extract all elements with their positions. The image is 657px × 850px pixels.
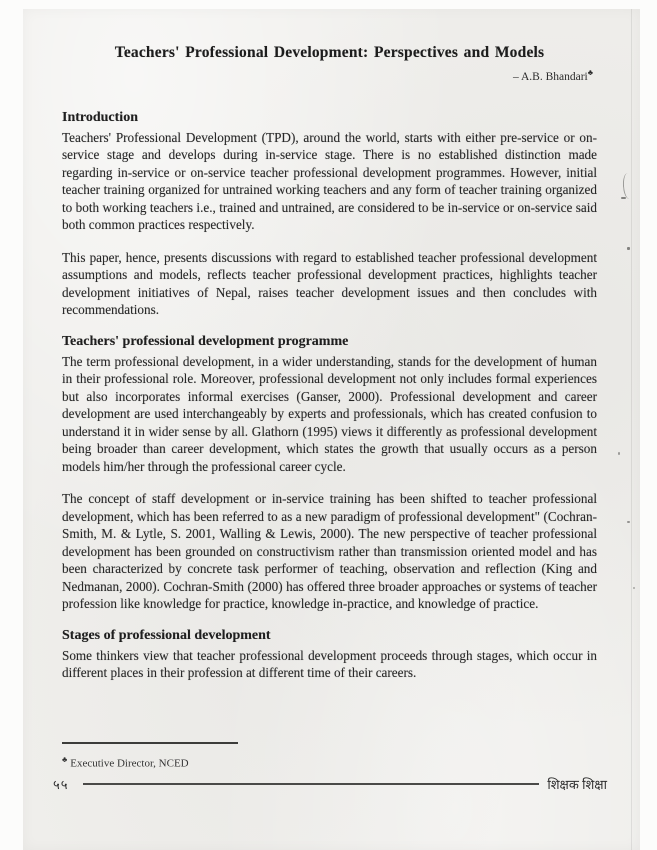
section-heading-stages: Stages of professional development	[62, 627, 271, 643]
footnote-text: Executive Director, NCED	[70, 757, 189, 770]
paragraph-programme-1: The term professional development, in a wider understanding, stands for the development of human in their professional role. Moreover, professional development not only includes formal experiences but also incorporates informal exercises (Ganser, 2000). Professional development and career development are used interchangeably by experts and professionals, which has created confusion to understand it in wider sense by all. Glathorn (1995) views it differently as professional development being broader than career development, which states the growth that usually occurs as a person models him/her through the professional career cycle.	[62, 353, 597, 474]
paragraph-intro-1: Teachers' Professional Development (TPD), around the world, starts with either pre-service or on-service stage and develops during in-service stage. There is no established distinction made regarding in-service or on-service teacher professional development programmes. However, initial teacher training organized for untrained working teachers and any form of teacher training organized to both working teachers i.e., trained and untrained, are considered to be in-service or on-service said both common practices respectively.	[62, 129, 597, 233]
article-title-text: Teachers' Professional Development: Perspectives and Models	[114, 44, 545, 61]
paragraph-programme-2: The concept of staff development or in-service training has been shifted to teacher professional development, which has been referred to as a new paradigm of professional development" (Cochran-Smith, M. & Lytle, S. 2001, Walling & Lewis, 2000). The new perspective of teacher professional development has been grounded on constructivism rather than transmission oriented model and has been characterized by concrete task performer of teaching, observation and reflection (King and Nedmanan, 2000). Cochran-Smith (2000) has offered three broader approaches or systems of teacher profession like knowledge for practice, knowledge in-practice, and knowledge of practice.	[62, 491, 597, 612]
scan-artifact-speck	[633, 587, 635, 589]
footnote-text-line	[62, 753, 238, 771]
scan-artifact-speck	[627, 247, 630, 250]
author-name: – A.B. Bhandari	[513, 70, 588, 83]
scan-artifact-speck	[621, 197, 626, 199]
page-number: ५५	[53, 777, 69, 792]
section-heading-introduction: Introduction	[62, 109, 138, 125]
author-line	[62, 66, 597, 84]
footnote-area	[62, 742, 238, 771]
scan-artifact-speck	[618, 452, 620, 455]
journal-title: शिक्षक शिक्षा	[547, 777, 607, 792]
author-footnote-marker: ♣	[587, 68, 593, 77]
page-footer	[53, 775, 607, 793]
footer-rule	[83, 783, 540, 784]
article-body	[23, 9, 640, 682]
scanned-page	[23, 9, 640, 850]
page-edge-line	[631, 9, 632, 850]
footnote-divider-rule	[62, 742, 238, 744]
section-heading-tpd-programme: Teachers' professional development programme	[62, 333, 349, 349]
footnote-marker: ♣	[62, 755, 68, 764]
scan-artifact-speck	[627, 521, 630, 523]
paragraph-intro-2: This paper, hence, presents discussions with regard to established teacher professional development assumptions and models, reflects teacher professional development practices, highlights teacher development initiatives of Nepal, raises teacher development issues and then concludes with recommendations.	[62, 249, 597, 318]
page-title	[62, 43, 597, 63]
paragraph-stages-1: Some thinkers view that teacher professional development proceeds through stages, which occur in different places in their profession at different time of their careers.	[62, 647, 597, 681]
